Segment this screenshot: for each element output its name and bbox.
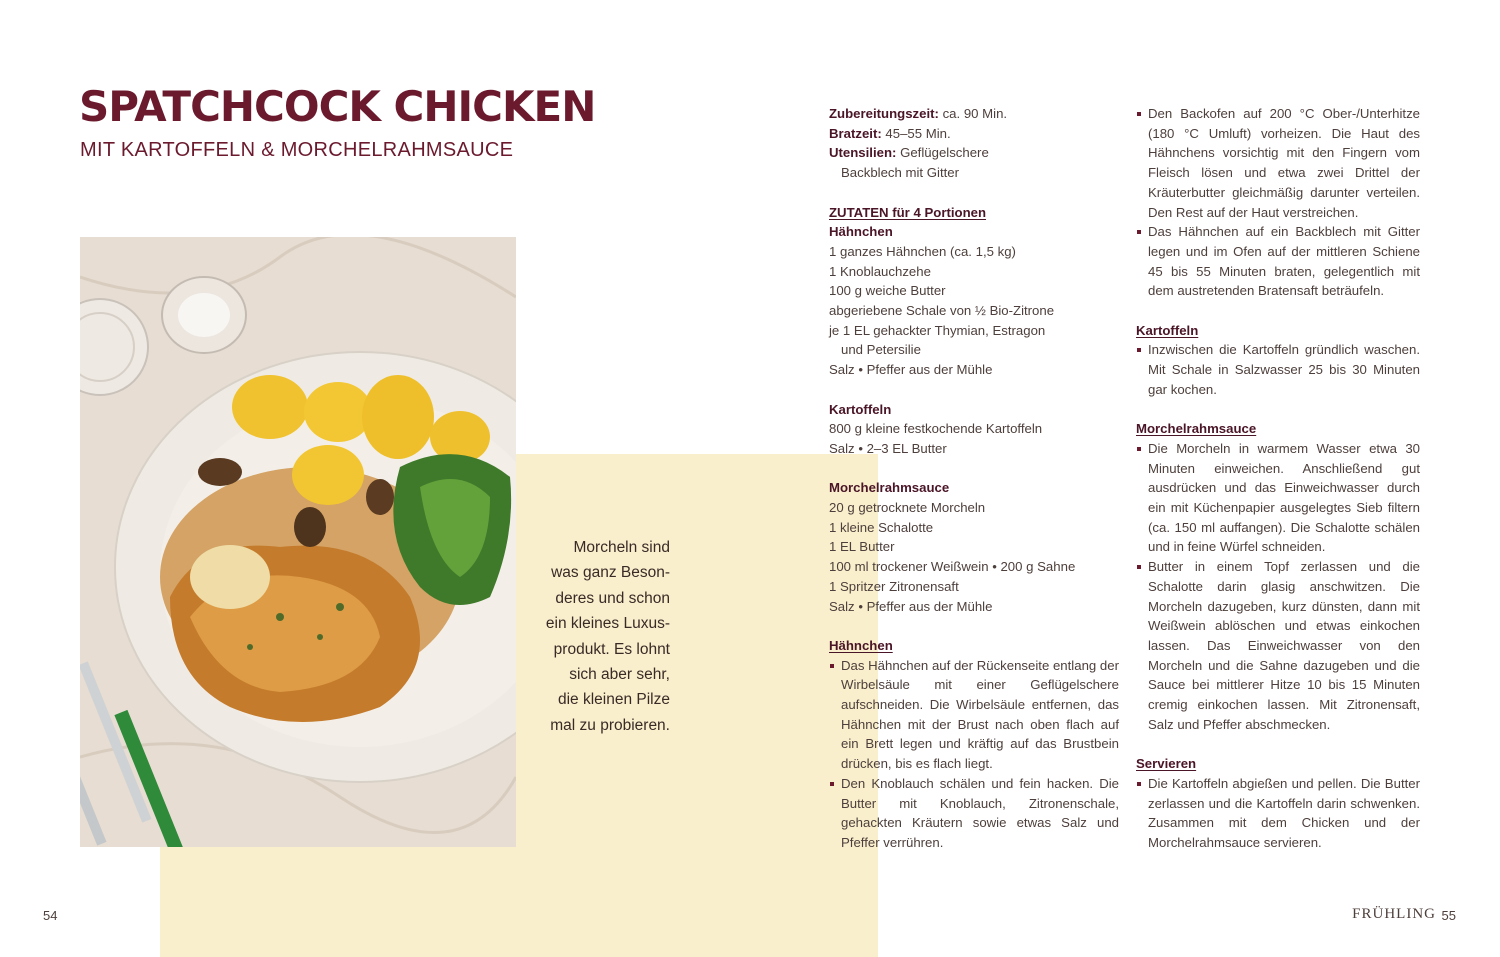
method-column: [1136, 104, 1420, 853]
ingredient-item: Salz • Pfeffer aus der Mühle: [829, 362, 993, 378]
page-number-left: 54: [43, 908, 58, 923]
steps-sauce-heading: Morchelrahmsauce: [1136, 421, 1257, 437]
ingredient-item: je 1 EL gehackter Thymian, Estragon: [829, 322, 1046, 338]
ingredient-item: 1 Knoblauchzehe: [829, 263, 931, 279]
quote-line: mal zu probieren.: [550, 716, 670, 734]
quote-line: sich aber sehr,: [569, 666, 670, 684]
step-item: Inzwischen die Kartoffeln gründlich waschen. Mit Schale in Salzwasser 25 bis 30 Minuten gar kochen.: [1136, 340, 1420, 399]
ingredient-item: und Petersilie: [841, 342, 921, 358]
ingredient-item: Salz • Pfeffer aus der Mühle: [829, 598, 993, 614]
quote-line: deres und schon: [555, 589, 670, 607]
ingredients-chicken-heading: Hähnchen: [829, 224, 893, 240]
tools: Utensilien: Geflügelschere: [829, 145, 989, 161]
quote-line: was ganz Beson-: [551, 564, 670, 582]
recipe-title: SPATCHCOCK CHICKEN: [79, 82, 596, 131]
ingredient-item: 20 g getrocknete Morcheln: [829, 500, 986, 516]
step-item: Das Hähnchen auf ein Backblech mit Gitter legen und im Ofen auf der mittleren Schiene 45 bis 55 Minuten braten, gelegentlich mit dem austretenden Bratensaft beträufeln.: [1136, 222, 1420, 301]
ingredient-item: 1 ganzes Hähnchen (ca. 1,5 kg): [829, 243, 1016, 259]
ingredient-item: 1 EL Butter: [829, 539, 895, 555]
pull-quote: [520, 535, 670, 738]
step-item: Den Knoblauch schälen und fein hacken. Die Butter mit Knoblauch, Zitronenschale, gehackten Kräutern sowie etwas Salz und Pfeffer verrühren.: [829, 774, 1119, 853]
ingredient-item: Salz • 2–3 EL Butter: [829, 440, 947, 456]
dish-photo: [80, 237, 516, 847]
step-item: Die Morcheln in warmem Wasser etwa 30 Minuten einweichen. Anschließend gut ausdrücken und das Einweichwasser durch ein mit Küchenpapier ausgelegtes Sieb filtern (ca. 150 ml auffangen). Die Schalotte schälen und in feine Würfel schneiden.: [1136, 439, 1420, 557]
step-item: Butter in einem Topf zerlassen und die Schalotte darin glasig anschwitzen. Die Morcheln dazugeben, kurz dünsten, dann mit Weißwein ablöschen und etwas einkochen lassen. Das Einweichwasser von den Morcheln und die Sahne dazugeben und die Sauce bei mittlerer Hitze 10 bis 15 Minuten cremig einkochen lassen. Mit Zitronensaft, Salz und Pfeffer abschmecken.: [1136, 557, 1420, 734]
ingredients-column: [829, 104, 1119, 853]
page-number-right: 55: [1441, 908, 1456, 923]
ingredients-sauce-heading: Morchelrahmsauce: [829, 480, 950, 496]
ingredient-item: abgeriebene Schale von ½ Bio-Zitrone: [829, 303, 1055, 319]
ingredient-item: 800 g kleine festkochende Kartoffeln: [829, 421, 1043, 437]
quote-line: Morcheln sind: [573, 539, 670, 556]
steps-serve-heading: Servieren: [1136, 756, 1197, 772]
section-name: FRÜHLING: [1352, 906, 1436, 922]
step-item: Den Backofen auf 200 °C Ober-/Unterhitze (180 °C Umluft) vorheizen. Die Haut des Hähnchens vorsichtig mit den Fingern vom Fleisch lösen und etwa zwei Drittel der Kräuterbutter gleichmäßig darunter verteilen. Den Rest auf der Haut verstreichen.: [1136, 104, 1420, 222]
ingredient-item: 100 g weiche Butter: [829, 283, 946, 299]
prep-time: Zubereitungszeit: ca. 90 Min.: [829, 106, 1008, 121]
tools-continued: Backblech mit Gitter: [841, 165, 959, 181]
steps-potatoes-heading: Kartoffeln: [1136, 322, 1199, 338]
step-item: Die Kartoffeln abgießen und pellen. Die Butter zerlassen und die Kartoffeln darin schwenken. Zusammen mit dem Chicken und der Morchelrahmsauce servieren.: [1136, 774, 1420, 853]
chicken-plate-illustration: [80, 237, 516, 847]
step-item: Das Hähnchen auf der Rückenseite entlang der Wirbelsäule mit einer Geflügelschere aufschneiden. Die Wirbelsäule entfernen, das Hähnchen mit der Brust nach oben flach auf ein Brett legen und kräftig auf das Brustbein drücken, bis es flach liegt.: [829, 656, 1119, 774]
ingredient-item: 1 Spritzer Zitronensaft: [829, 578, 959, 594]
quote-line: ein kleines Luxus-: [545, 615, 670, 633]
ingredient-item: 100 ml trockener Weißwein • 200 g Sahne: [829, 559, 1076, 575]
quote-line: produkt. Es lohnt: [553, 640, 670, 658]
ingredient-item: 1 kleine Schalotte: [829, 519, 934, 535]
ingredients-potatoes-heading: Kartoffeln: [829, 401, 892, 417]
roast-time: Bratzeit: 45–55 Min.: [829, 125, 951, 141]
ingredients-heading: ZUTATEN für 4 Portionen: [829, 204, 987, 220]
recipe-subtitle: MIT KARTOFFELN & MORCHELRAHMSAUCE: [80, 139, 514, 161]
quote-line: die kleinen Pilze: [557, 691, 670, 709]
steps-chicken-heading: Hähnchen: [829, 637, 893, 653]
